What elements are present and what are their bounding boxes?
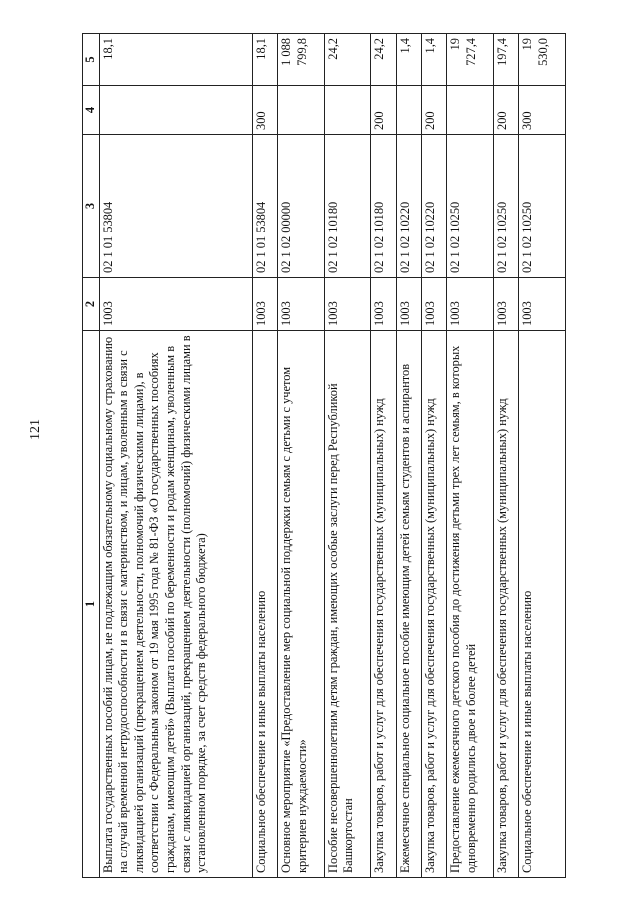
row-name: Социальное обеспечение и иные выплаты населению [252,331,277,878]
row-code: 1003 [396,278,421,331]
header-col-2: 2 [83,278,100,331]
budget-table [82,33,566,878]
row-type: 300 [252,86,277,135]
table-row [324,34,371,878]
header-col-1: 1 [83,331,100,878]
row-amount: 19 530,0 [519,34,566,86]
row-amount: 18,1 [99,34,252,86]
header-col-4: 4 [83,86,100,135]
row-code: 1003 [324,278,371,331]
row-amount: 1,4 [421,34,446,86]
table-row [252,34,277,878]
row-name: Пособие несовершеннолетним детям граждан, имеющих особые заслуги перед Республикой Башкортостан [324,331,371,878]
row-code: 1003 [277,278,324,331]
table-row [371,34,396,878]
row-article: 02 1 01 53804 [99,135,252,278]
row-type: 200 [371,86,396,135]
row-type [447,86,494,135]
row-code: 1003 [447,278,494,331]
row-type: 200 [493,86,518,135]
row-amount: 1 088 799,8 [277,34,324,86]
row-name: Закупка товаров, работ и услуг для обеспечения государственных (муниципальных) нужд [421,331,446,878]
row-article: 02 1 02 10180 [324,135,371,278]
header-row [83,34,100,878]
row-name: Закупка товаров, работ и услуг для обеспечения государственных (муниципальных) нужд [493,331,518,878]
row-article: 02 1 02 10250 [519,135,566,278]
row-amount: 24,2 [371,34,396,86]
row-article: 02 1 02 10180 [371,135,396,278]
row-code: 1003 [99,278,252,331]
row-amount: 19 727,4 [447,34,494,86]
budget-table-container [82,33,566,878]
table-row [447,34,494,878]
header-col-3: 3 [83,135,100,278]
table-row [396,34,421,878]
table-row [277,34,324,878]
row-amount: 24,2 [324,34,371,86]
row-name: Ежемесячное специальное социальное пособие имеющим детей семьям студентов и аспирантов [396,331,421,878]
row-type: 200 [421,86,446,135]
row-code: 1003 [421,278,446,331]
row-name: Выплата государственных пособий лицам, не подлежащим обязательному социальному страхованию на случай временной нетрудоспособности и в связи с материнством, и лицам, уволенным в связи с ликвидацией организаций (прекращением деятельности, полномочий физическими лицами), в соответствии с Федеральным законом от 19 мая 1995 года № 81-ФЗ «О государственных пособиях гражданам, имеющим детей» (Выплата пособий по беременности и родам женщинам, уволенным в связи с ликвидацией организаций, прекращением деятельности (полномочий) физическими лицами в установленном порядке, за счет средств федерального бюджета) [99,331,252,878]
row-article: 02 1 01 53804 [252,135,277,278]
row-article: 02 1 02 00000 [277,135,324,278]
table-row [493,34,518,878]
row-code: 1003 [371,278,396,331]
row-code: 1003 [519,278,566,331]
header-col-5: 5 [83,34,100,86]
row-amount: 197,4 [493,34,518,86]
row-type [396,86,421,135]
row-type: 300 [519,86,566,135]
row-article: 02 1 02 10250 [447,135,494,278]
row-name: Социальное обеспечение и иные выплаты населению [519,331,566,878]
row-type [324,86,371,135]
row-name: Основное мероприятие «Предоставление мер социальной поддержки семьям с детьми с учетом критериев нуждаемости» [277,331,324,878]
row-article: 02 1 02 10220 [396,135,421,278]
row-amount: 1,4 [396,34,421,86]
page-number: 121 [28,419,43,440]
table-row [421,34,446,878]
row-amount: 18,1 [252,34,277,86]
row-article: 02 1 02 10250 [493,135,518,278]
row-name: Закупка товаров, работ и услуг для обеспечения государственных (муниципальных) нужд [371,331,396,878]
row-type [99,86,252,135]
table-row [99,34,252,878]
row-type [277,86,324,135]
row-article: 02 1 02 10220 [421,135,446,278]
table-row [519,34,566,878]
row-code: 1003 [252,278,277,331]
row-name: Предоставление ежемесячного детского пособия до достижения детьми трех лет семьям, в которых одновременно родились двое и более детей [447,331,494,878]
row-code: 1003 [493,278,518,331]
